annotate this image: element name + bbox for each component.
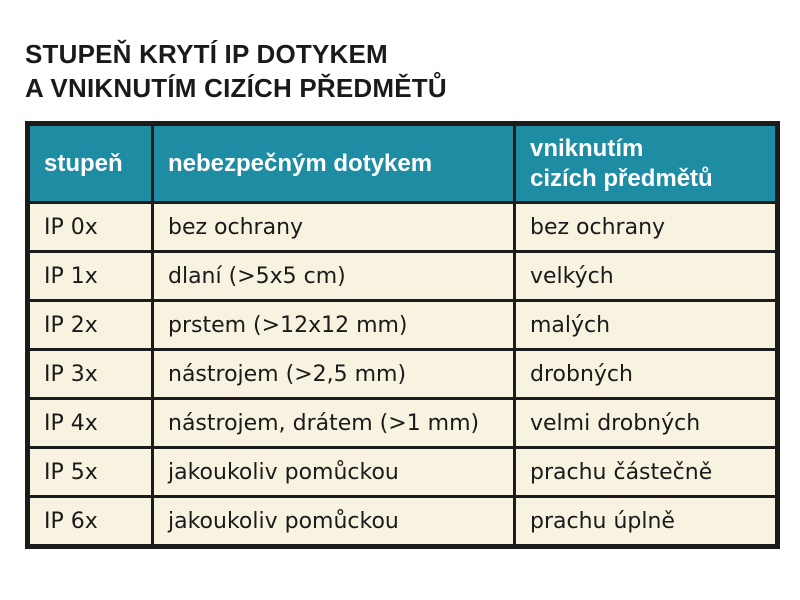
table-row [28,497,778,547]
cell-touch: bez ochrany [153,203,515,252]
table-row [28,252,778,301]
cell-touch: jakoukoliv pomůckou [153,497,515,547]
page-title-line-1: STUPEŇ KRYTÍ IP DOTYKEM [25,39,388,69]
cell-level: IP 1x [28,252,153,301]
header-label-predmety-line-1: vniknutím [530,134,644,162]
header-cell-stupen [28,124,153,203]
header-cell-dotykem [153,124,515,203]
table-row [28,350,778,399]
cell-touch: prstem (>12x12 mm) [153,301,515,350]
cell-objects: prachu částečně [515,448,778,497]
table-header-row [28,124,778,203]
cell-level: IP 5x [28,448,153,497]
table-row [28,203,778,252]
table-row [28,301,778,350]
page-title-line-2: A VNIKNUTÍM CIZÍCH PŘEDMĚTŮ [25,73,447,103]
cell-objects: velmi drobných [515,399,778,448]
header-label-dotykem: nebezpečným dotykem [168,149,433,177]
ip-protection-table [25,121,780,549]
cell-objects: prachu úplně [515,497,778,547]
cell-touch: nástrojem (>2,5 mm) [153,350,515,399]
header-label-predmety-line-2: cizích předmětů [530,164,713,192]
cell-objects: velkých [515,252,778,301]
cell-level: IP 3x [28,350,153,399]
table-row [28,448,778,497]
cell-objects: malých [515,301,778,350]
cell-touch: dlaní (>5x5 cm) [153,252,515,301]
cell-objects: bez ochrany [515,203,778,252]
cell-level: IP 2x [28,301,153,350]
page-title [25,37,775,105]
cell-level: IP 4x [28,399,153,448]
table-row [28,399,778,448]
header-cell-predmety [515,124,778,203]
cell-objects: drobných [515,350,778,399]
header-label-stupen: stupeň [44,149,123,177]
cell-level: IP 0x [28,203,153,252]
cell-touch: jakoukoliv pomůckou [153,448,515,497]
cell-level: IP 6x [28,497,153,547]
cell-touch: nástrojem, drátem (>1 mm) [153,399,515,448]
